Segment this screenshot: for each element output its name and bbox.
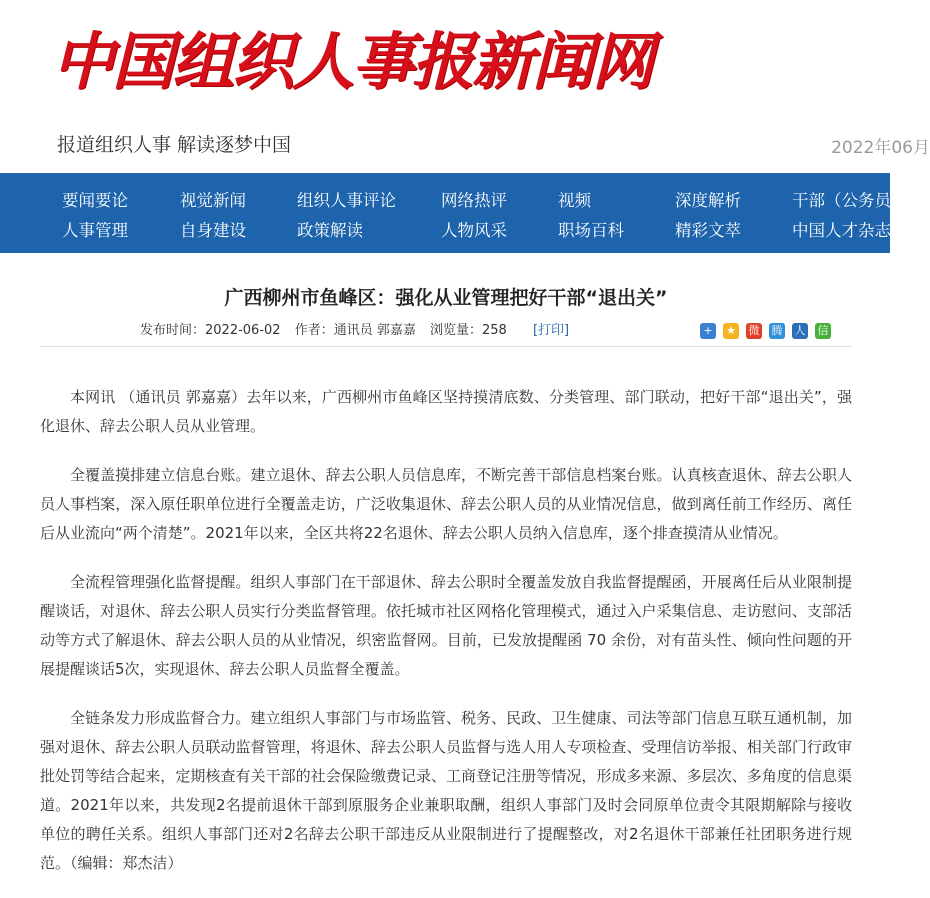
publish-time: 发布时间：2022-06-02 — [140, 323, 281, 338]
nav-item-workplace[interactable]: 职场百科 — [558, 221, 624, 240]
nav-item-selected-articles[interactable]: 精彩文萃 — [675, 221, 741, 240]
nav-item-hot-comments[interactable]: 网络热评 — [441, 191, 507, 210]
qzone-share-icon[interactable]: ★ — [723, 323, 739, 339]
nav-item-self-building[interactable]: 自身建设 — [180, 221, 246, 240]
masthead — [0, 0, 930, 173]
wechat-share-icon[interactable]: 信 — [815, 323, 831, 339]
nav-item-hr-commentary[interactable]: 组织人事评论 — [297, 191, 396, 210]
tencent-weibo-share-icon[interactable]: 腾 — [769, 323, 785, 339]
weibo-share-icon[interactable]: 微 — [746, 323, 762, 339]
article-author: 作者：通讯员 郭嘉嘉 — [294, 323, 416, 338]
title-divider — [40, 346, 852, 347]
site-slogan: 报道组织人事 解读逐梦中国 — [57, 134, 292, 156]
plus-share-icon[interactable]: + — [700, 323, 716, 339]
nav-item-hr-management[interactable]: 人事管理 — [62, 221, 128, 240]
main-nav — [0, 173, 908, 253]
view-count: 浏览量：258 — [429, 323, 507, 338]
nav-item-video[interactable]: 视频 — [558, 191, 591, 210]
print-link[interactable]: [打印] — [532, 323, 570, 338]
header-date: 2022年06月 — [831, 138, 930, 158]
nav-item-visual-news[interactable]: 视觉新闻 — [180, 191, 246, 210]
article-paragraph: 全链条发力形成监督合力。建立组织人事部门与市场监管、税务、民政、卫生健康、司法等部门信息互联互通机制，加强对退休、辞去公职人员联动监督管理，将退休、辞去公职人员监督与选人用人专项检查、受理信访举报、相关部门行政审批处罚等结合起来，定期核查有关干部的社会保险缴费记录、工商登记注册等情况，形成多来源、多层次、多角度的信息渠道。2021年以来，共发现2名提前退休干部到原服务企业兼职取酬，组织人事部门及时会同原单位责令其限期解除与接收单位的聘任关系。组织人事部门还对2名辞去公职干部违反从业限制进行了提醒整改，对2名退休干部兼任社团职务进行规范。（编辑：郑杰洁） — [40, 709, 852, 872]
nav-item-news[interactable]: 要闻要论 — [62, 191, 128, 210]
article-meta — [140, 319, 579, 338]
article-body — [40, 383, 852, 898]
article-paragraph: 全流程管理强化监督提醒。组织人事部门在干部退休、辞去公职时全覆盖发放自我监督提醒函，开展离任后从业限制提醒谈话，对退休、辞去公职人员实行分类监督管理。依托城市社区网格化管理模式，通过入户采集信息、走访慰问、支部活动等方式了解退休、辞去公职人员的从业情况，织密监督网。目前，已发放提醒函 70 余份，对有苗头性、倾向性问题的开展提醒谈话5次，实现退休、辞去公职人员监督全覆盖。 — [40, 573, 852, 678]
people-share-icon[interactable]: 人 — [792, 323, 808, 339]
nav-item-analysis[interactable]: 深度解析 — [675, 191, 741, 210]
article-paragraph: 本网讯 （通讯员 郭嘉嘉）去年以来，广西柳州市鱼峰区坚持摸清底数、分类管理、部门联动，把好干部“退出关”，强化退休、辞去公职人员从业管理。 — [40, 388, 852, 435]
article-title: 广西柳州市鱼峰区：强化从业管理把好干部“退出关” — [224, 287, 668, 309]
nav-item-policy[interactable]: 政策解读 — [297, 221, 363, 240]
share-bar — [700, 323, 831, 339]
nav-item-talent-magazine[interactable]: 中国人才杂志 — [792, 221, 891, 240]
nav-item-profiles[interactable]: 人物风采 — [441, 221, 507, 240]
site-logo[interactable]: 中国组织人事报新闻网 — [52, 25, 653, 98]
nav-item-cadre[interactable]: 干部（公务员） — [792, 191, 908, 210]
article-paragraph: 全覆盖摸排建立信息台账。建立退休、辞去公职人员信息库，不断完善干部信息档案台账。认真核查退休、辞去公职人员人事档案，深入原任职单位进行全覆盖走访，广泛收集退休、辞去公职人员的从业情况信息，做到离任前工作经历、离任后从业流向“两个清楚”。2021年以来，全区共将22名退休、辞去公职人员纳入信息库，逐个排查摸清从业情况。 — [40, 466, 852, 542]
